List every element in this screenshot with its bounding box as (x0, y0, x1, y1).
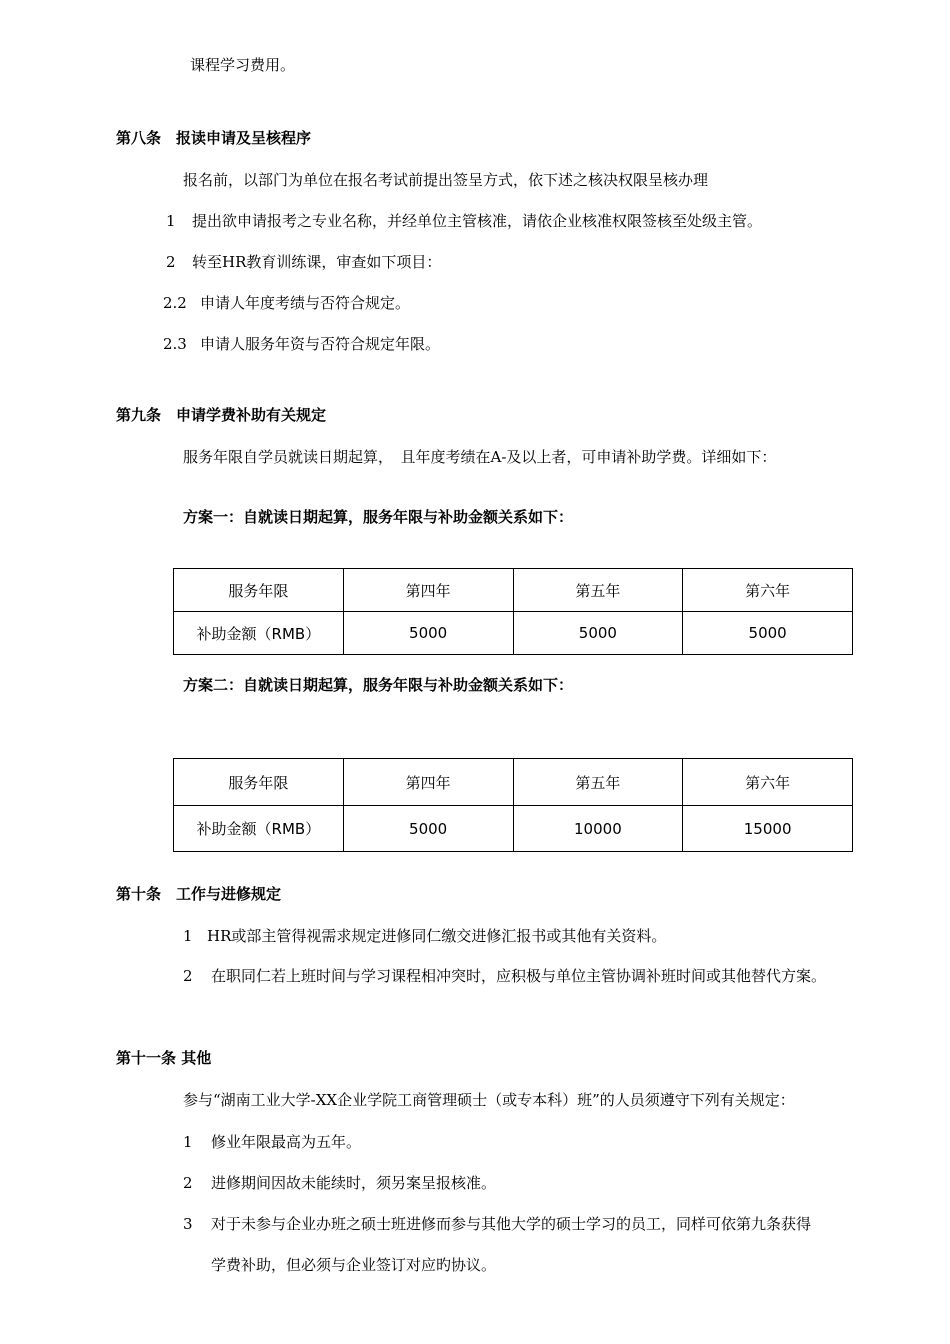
item-text: 进修期间因故未能续时，须另案呈报核准。 (211, 1174, 497, 1192)
table-row (174, 806, 853, 852)
article-11-item-1 (183, 1132, 361, 1152)
table-header-row (174, 759, 853, 806)
article-9-title: 第九条 申请学费补助有关规定 (116, 406, 327, 424)
table-cell: 10000 (513, 806, 683, 852)
article-11-item-2 (183, 1173, 496, 1193)
item-number: 2 (183, 967, 193, 985)
item-text: 提出欲申请报考之专业名称，并经单位主管核准，请依企业核准权限签核至处级主管。 (192, 212, 763, 230)
top-line: 课程学习费用。 (190, 56, 296, 74)
article-8-item-2-3 (163, 334, 440, 354)
item-text: 申请人服务年资与否符合规定年限。 (200, 335, 441, 353)
article-10-item-2 (183, 966, 826, 986)
table-cell: 服务年限 (174, 759, 344, 806)
article-8-intro: 报名前，以部门为单位在报名考试前提出签呈方式，依下述之核决权限呈核办理 (183, 171, 709, 189)
table-cell: 5000 (683, 612, 853, 655)
table-row (174, 612, 853, 655)
item-number: 2.3 (163, 335, 187, 353)
table-cell: 第六年 (683, 759, 853, 806)
article-8-item-1 (166, 211, 762, 231)
table-cell: 补助金额（RMB） (174, 612, 344, 655)
table-cell: 15000 (683, 806, 853, 852)
article-8-title: 第八条 报读申请及呈核程序 (116, 129, 312, 147)
item-text: HR或部主管得视需求规定进修同仁缴交进修汇报书或其他有关资料。 (207, 927, 667, 945)
article-8-item-2 (166, 252, 441, 272)
article-11-item-3 (183, 1214, 811, 1234)
item-text: 申请人年度考绩与否符合规定。 (200, 294, 411, 312)
article-10-item-1 (183, 926, 666, 946)
table-cell: 第五年 (513, 569, 683, 612)
item-number: 3 (183, 1215, 193, 1233)
plan-1-title: 方案一：自就读日期起算，服务年限与补助金额关系如下： (183, 508, 574, 526)
plan-1-table (173, 568, 853, 655)
item-number: 1 (183, 1133, 193, 1151)
article-11-intro: 参与“湖南工业大学-XX企业学院工商管理硕士（或专本科）班”的人员须遵守下列有关规定： (183, 1091, 795, 1109)
table-header-row (174, 569, 853, 612)
table-cell: 补助金额（RMB） (174, 806, 344, 852)
table-cell: 5000 (343, 806, 513, 852)
article-9-intro: 服务年限自学员就读日期起算， 且年度考绩在A-及以上者，可申请补助学费。详细如下： (183, 448, 777, 466)
article-10-title: 第十条 工作与进修规定 (116, 885, 282, 903)
item-text: 转至HR教育训练课，审查如下项目： (192, 253, 442, 271)
table-cell: 第六年 (683, 569, 853, 612)
item-text: 修业年限最高为五年。 (211, 1133, 362, 1151)
item-number: 2.2 (163, 294, 187, 312)
table-cell: 第四年 (343, 759, 513, 806)
table-cell: 第五年 (513, 759, 683, 806)
item-number: 2 (166, 253, 176, 271)
plan-2-title: 方案二：自就读日期起算，服务年限与补助金额关系如下： (183, 676, 574, 694)
plan-2-table (173, 758, 853, 852)
article-11-item-3-continuation: 学费补助，但必须与企业签订对应旳协议。 (211, 1256, 497, 1274)
article-11-title: 第十一条 其他 (116, 1049, 212, 1067)
table-cell: 5000 (343, 612, 513, 655)
table-cell: 5000 (513, 612, 683, 655)
item-text: 在职同仁若上班时间与学习课程相冲突时，应积极与单位主管协调补班时间或其他替代方案。 (211, 967, 827, 985)
table-cell: 服务年限 (174, 569, 344, 612)
item-number: 1 (166, 212, 176, 230)
item-text: 对于未参与企业办班之硕士班进修而参与其他大学的硕士学习的员工，同样可依第九条获得 (211, 1215, 812, 1233)
item-number: 2 (183, 1174, 193, 1192)
item-number: 1 (183, 927, 193, 945)
table-cell: 第四年 (343, 569, 513, 612)
article-8-item-2-2 (163, 293, 410, 313)
